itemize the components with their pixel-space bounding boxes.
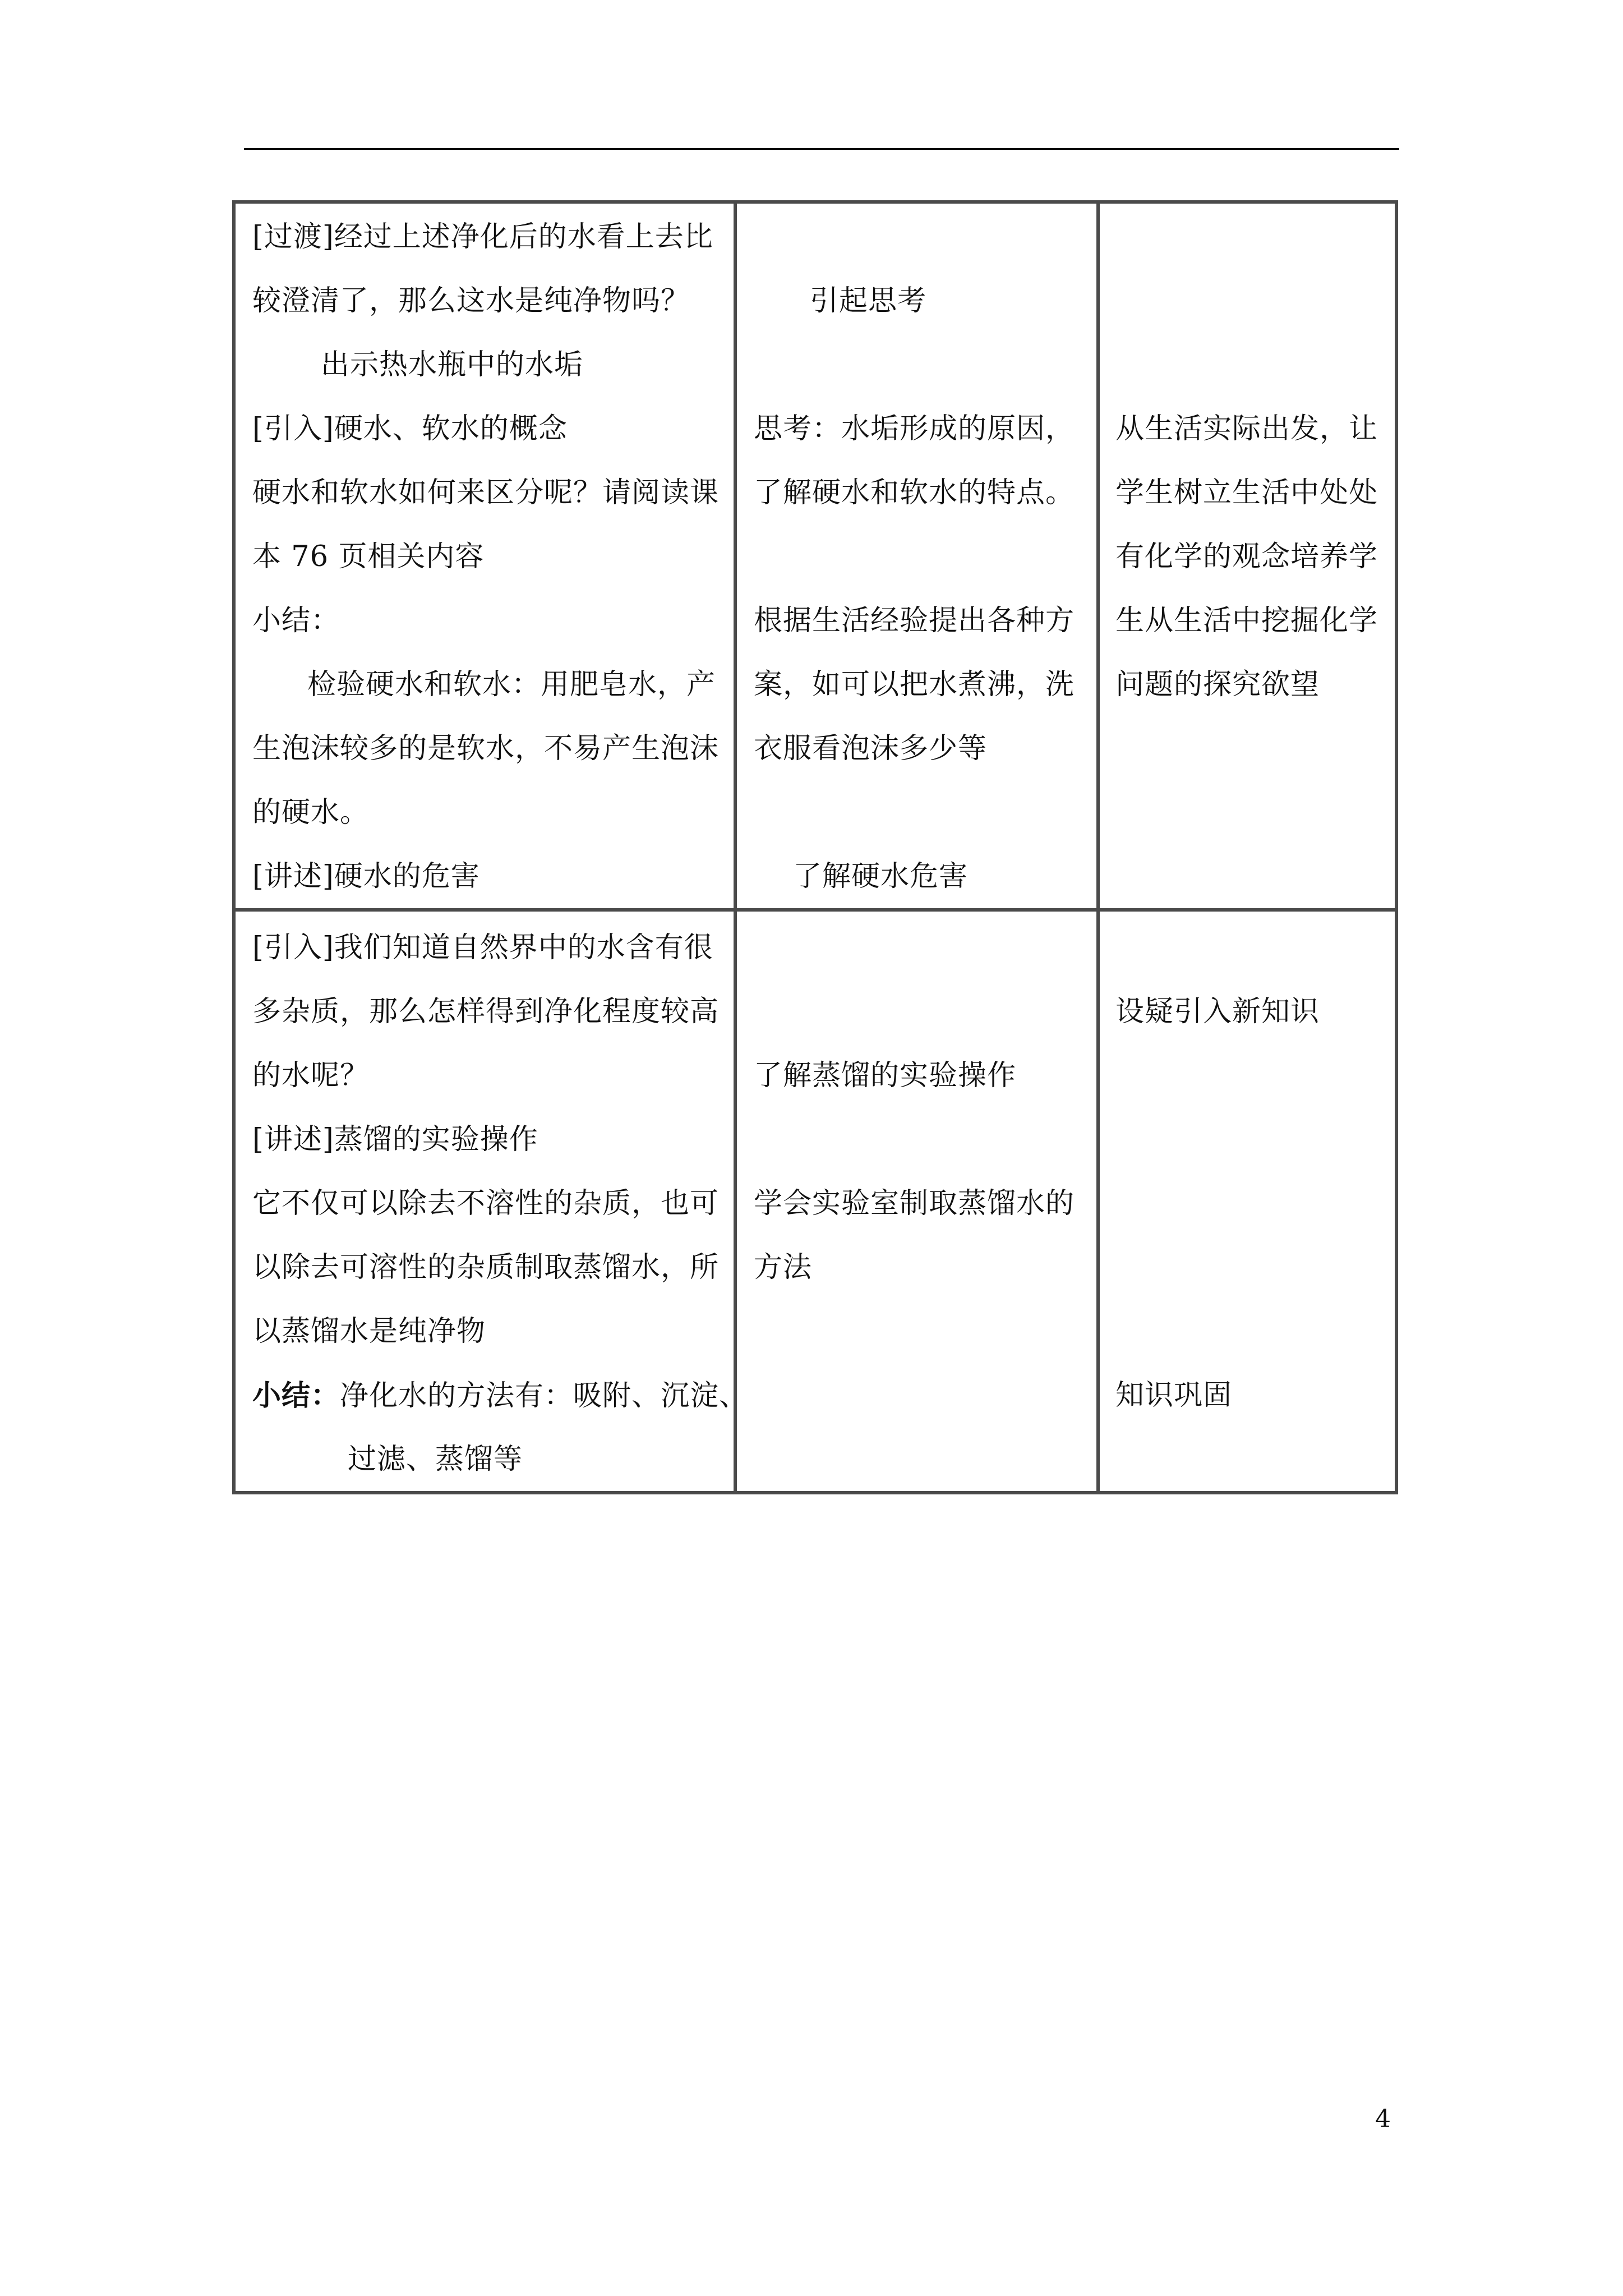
summary-line <box>252 1379 748 1413</box>
teacher-activity-cell <box>234 910 749 1493</box>
text-line: 生从生活中挖掘化学 <box>1115 604 1378 637</box>
text-line: 出示热水瓶中的水垢 <box>321 348 584 381</box>
text-line: 学生树立生活中处处 <box>1115 476 1378 509</box>
student-activity-cell <box>735 910 1098 1493</box>
student-activity-cell <box>735 202 1098 910</box>
text-line: 有化学的观念培养学 <box>1115 540 1378 573</box>
page-number: 4 <box>1375 2105 1391 2133</box>
text-line: 过滤、蒸馏等 <box>348 1443 523 1476</box>
text-line: 了解硬水危害 <box>793 860 969 893</box>
text-line: 方法 <box>754 1251 813 1284</box>
text-line: 案，如可以把水煮沸，洗 <box>754 668 1075 701</box>
text-line: 多杂质，那么怎样得到净化程度较高 <box>252 995 720 1028</box>
text-line: 了解蒸馏的实验操作 <box>754 1059 1017 1092</box>
text-line: 的水呢？ <box>252 1059 370 1092</box>
text-line: 学会实验室制取蒸馏水的 <box>754 1187 1075 1220</box>
text-line: 小结： <box>252 604 340 637</box>
text-line: 硬水和软水如何来区分呢？请阅读课 <box>252 476 720 509</box>
design-intent-cell <box>1098 202 1396 910</box>
summary-label: 小结： <box>252 1379 340 1412</box>
text-line: 以蒸馏水是纯净物 <box>252 1315 486 1348</box>
table-row <box>234 202 1396 910</box>
teacher-activity-cell <box>234 202 735 910</box>
text-line: 从生活实际出发，让 <box>1115 412 1378 445</box>
text-line: [讲述]硬水的危害 <box>252 860 480 893</box>
text-line: 较澄清了，那么这水是纯净物吗？ <box>252 284 690 318</box>
text-line: 检验硬水和软水：用肥皂水，产 <box>307 668 716 701</box>
design-intent-cell <box>1098 910 1396 1493</box>
text-line: [过渡]经过上述净化后的水看上去比 <box>252 220 713 254</box>
text-line: 知识巩固 <box>1115 1379 1233 1412</box>
text-line: [引入]我们知道自然界中的水含有很 <box>252 931 713 964</box>
text-line: [引入]硬水、软水的概念 <box>252 412 568 445</box>
text-line: 本 76 页相关内容 <box>252 540 485 573</box>
text-line: 问题的探究欲望 <box>1115 668 1320 701</box>
table-row <box>234 910 1396 1493</box>
text-line: [讲述]蒸馏的实验操作 <box>252 1123 538 1156</box>
text-line: 以除去可溶性的杂质制取蒸馏水，所 <box>252 1251 720 1284</box>
text-line: 衣服看泡沫多少等 <box>754 732 988 765</box>
lesson-table <box>232 200 1398 1494</box>
text-line: 引起思考 <box>810 284 927 318</box>
text-line: 根据生活经验提出各种方 <box>754 604 1075 637</box>
text-line: 它不仅可以除去不溶性的杂质，也可 <box>252 1187 720 1220</box>
text-line: 了解硬水和软水的特点。 <box>754 476 1075 509</box>
header-rule <box>244 148 1399 150</box>
text-line: 生泡沫较多的是软水，不易产生泡沫 <box>252 732 720 765</box>
summary-text: 净化水的方法有：吸附、沉淀、 <box>340 1379 749 1412</box>
text-line: 设疑引入新知识 <box>1115 995 1320 1028</box>
text-line: 的硬水。 <box>252 796 370 829</box>
text-line: 思考：水垢形成的原因， <box>754 412 1075 445</box>
